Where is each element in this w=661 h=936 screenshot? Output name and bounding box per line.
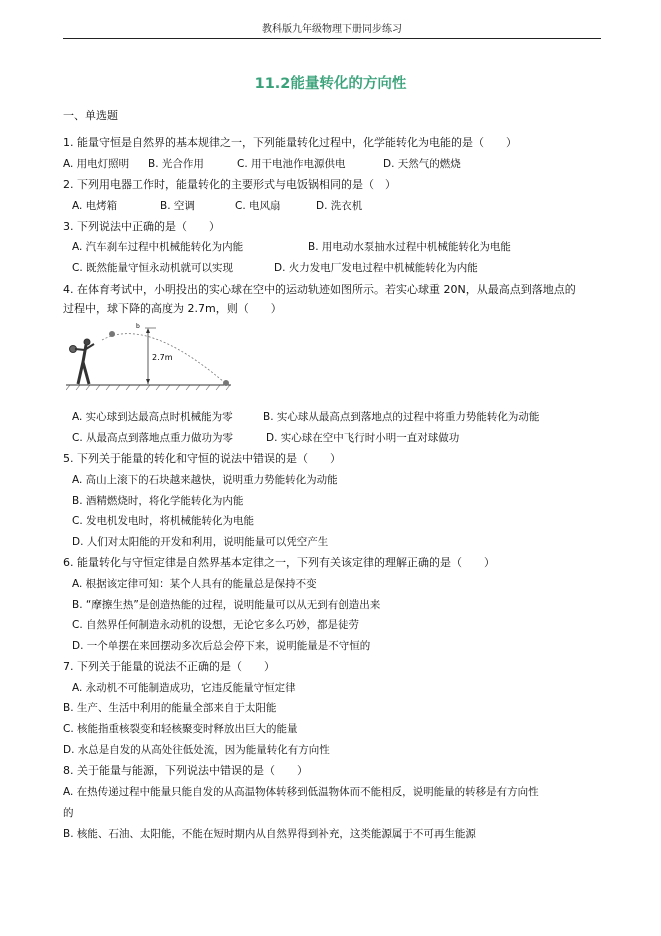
q8-option-a: A. 在热传递过程中能量只能自发的从高温物体转移到低温物体而不能相反，说明能量的转移是有方向性	[63, 786, 539, 798]
question-4-stem-cont: 过程中，球下降的高度为 2.7m，则（ ）	[63, 302, 282, 315]
svg-text:b: b	[136, 323, 140, 330]
q2-option-d: D. 洗衣机	[316, 200, 363, 212]
q1-option-d: D. 天然气的燃烧	[383, 158, 461, 170]
q6-option-b: B. “摩擦生热”是创造热能的过程，说明能量可以从无到有创造出来	[72, 599, 381, 611]
q7-option-d: D. 水总是自发的从高处往低处流，因为能量转化有方向性	[63, 744, 330, 756]
page-header: 教科版九年级物理下册同步练习	[262, 24, 402, 35]
q7-option-a: A. 永动机不可能制造成功，它违反能量守恒定律	[72, 682, 296, 694]
q4-option-d: D. 实心球在空中飞行时小明一直对球做功	[266, 432, 460, 444]
q6-option-d: D. 一个单摆在来回摆动多次后总会停下来，说明能量是不守恒的	[72, 640, 371, 652]
page-title: 11.2能量转化的方向性	[254, 76, 407, 92]
q5-option-b: B. 酒精燃烧时，将化学能转化为内能	[72, 495, 244, 507]
q2-option-c: C. 电风扇	[235, 200, 281, 212]
q8-option-a-cont: 的	[63, 807, 74, 819]
q7-option-b: B. 生产、生活中利用的能量全部来自于太阳能	[63, 702, 277, 714]
question-4-stem: 4. 在体育考试中，小明投出的实心球在空中的运动轨迹如图所示。若实心球重 20N，从最高点到落地点的	[63, 283, 576, 296]
q6-option-c: C. 自然界任何制造永动机的设想，无论它多么巧妙，都是徒劳	[72, 619, 360, 631]
shot-put-trajectory-figure	[66, 322, 236, 392]
q2-option-a: A. 电烤箱	[72, 200, 118, 212]
section-heading: 一、单选题	[63, 109, 118, 122]
question-2-stem: 2. 下列用电器工作时，能量转化的主要形式与电饭锅相同的是（ ）	[63, 178, 396, 191]
q5-option-d: D. 人们对太阳能的开发和利用，说明能量可以凭空产生	[72, 536, 329, 548]
question-6-stem: 6. 能量转化与守恒定律是自然界基本定律之一，下列有关该定律的理解正确的是（ ）	[63, 556, 495, 569]
question-1-stem: 1. 能量守恒是自然界的基本规律之一，下列能量转化过程中，化学能转化为电能的是（ ）	[63, 136, 517, 149]
athlete-figure	[70, 339, 95, 384]
question-3-stem: 3. 下列说法中正确的是（ ）	[63, 220, 220, 233]
q4-option-c: C. 从最高点到落地点重力做功为零	[72, 432, 234, 444]
q3-option-b: B. 用电动水泵抽水过程中机械能转化为电能	[308, 241, 511, 253]
q3-option-d: D. 火力发电厂发电过程中机械能转化为内能	[274, 262, 478, 274]
q1-option-b: B. 光合作用	[148, 158, 204, 170]
q3-option-c: C. 既然能量守恒永动机就可以实现	[72, 262, 234, 274]
height-label: 2.7m	[152, 353, 173, 362]
q3-option-a: A. 汽车刹车过程中机械能转化为内能	[72, 241, 244, 253]
q8-option-b: B. 核能、石油、太阳能，不能在短时期内从自然界得到补充，这类能源属于不可再生能源	[63, 828, 476, 840]
question-8-stem: 8. 关于能量与能源，下列说法中错误的是（ ）	[63, 764, 308, 777]
q1-option-a: A. 用电灯照明	[63, 158, 130, 170]
q1-option-c: C. 用干电池作电源供电	[237, 158, 346, 170]
q4-option-b: B. 实心球从最高点到落地点的过程中将重力势能转化为动能	[263, 411, 540, 423]
header-rule	[63, 38, 601, 39]
q5-option-a: A. 高山上滚下的石块越来越快，说明重力势能转化为动能	[72, 474, 338, 486]
question-7-stem: 7. 下列关于能量的说法不正确的是（ ）	[63, 660, 275, 673]
q5-option-c: C. 发电机发电时，将机械能转化为电能	[72, 515, 255, 527]
question-5-stem: 5. 下列关于能量的转化和守恒的说法中错误的是（ ）	[63, 452, 341, 465]
q2-option-b: B. 空调	[160, 200, 195, 212]
q6-option-a: A. 根据该定律可知：某个人具有的能量总是保持不变	[72, 578, 317, 590]
q4-option-a: A. 实心球到达最高点时机械能为零	[72, 411, 233, 423]
q7-option-c: C. 核能指重核裂变和轻核聚变时释放出巨大的能量	[63, 723, 298, 735]
